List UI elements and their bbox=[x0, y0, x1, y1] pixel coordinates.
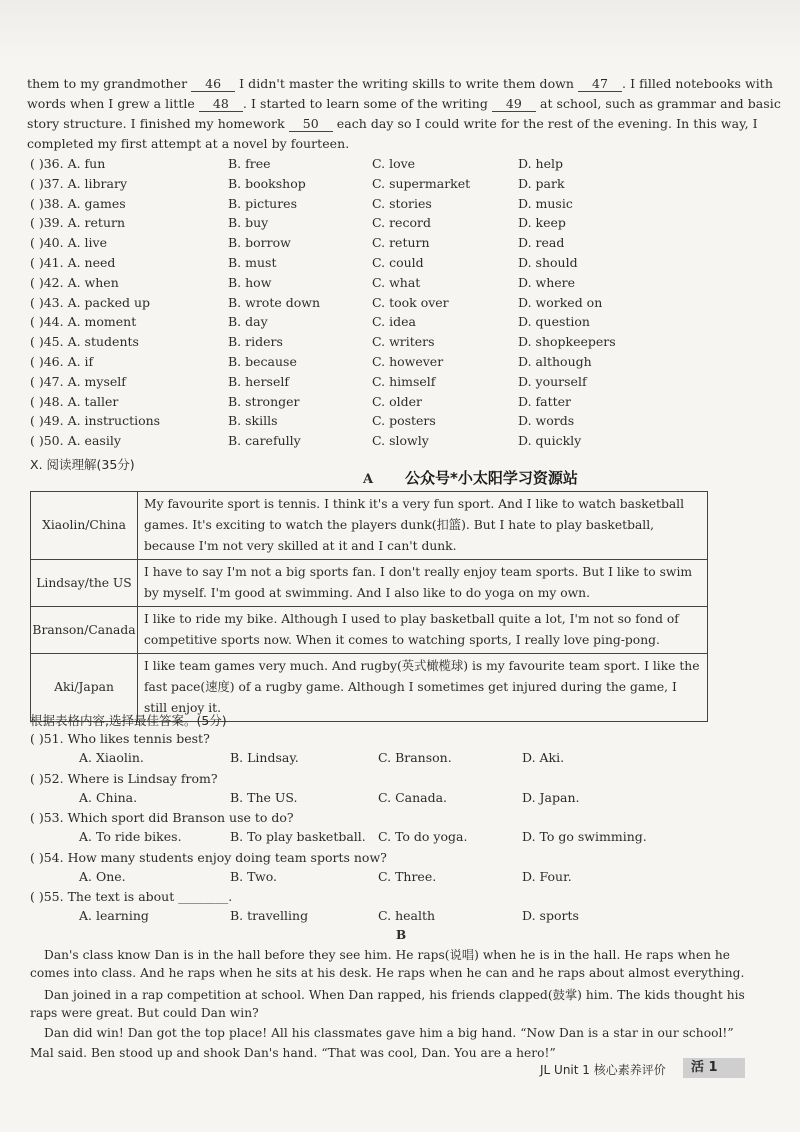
blank-47: 47 bbox=[578, 76, 622, 92]
option-d: D. should bbox=[518, 255, 578, 270]
section-b-label: B bbox=[396, 928, 407, 942]
option-c: C. Branson. bbox=[378, 750, 452, 765]
option-c: C. record bbox=[372, 215, 431, 231]
question-stem: ( )39. A. return bbox=[30, 215, 126, 231]
option-c: C. however bbox=[372, 354, 444, 369]
option-b: B. must bbox=[228, 255, 277, 270]
option-c: C. idea bbox=[372, 314, 416, 330]
option-d: D. sports bbox=[522, 908, 579, 923]
b-line-6: Mal said. Ben stood up and shook Dan's hand. “That was cool, Dan. You are a hero!” bbox=[30, 1046, 556, 1060]
question-stem: ( )48. A. taller bbox=[30, 393, 119, 409]
option-b: B. Two. bbox=[230, 868, 278, 884]
option-c: C. himself bbox=[372, 373, 436, 389]
question-stem: ( )52. Where is Lindsay from? bbox=[30, 770, 218, 786]
question-stem: ( )53. Which sport did Branson use to do? bbox=[30, 810, 294, 825]
question-stem: ( )40. A. live bbox=[30, 235, 108, 251]
blank-48: 48 bbox=[199, 96, 243, 112]
blank-49: 49 bbox=[492, 96, 536, 112]
option-b: B. bookshop bbox=[228, 175, 306, 191]
cloze-line-3: story structure. I finished my homework 50 each day so I could write for the rest of the evening. In this way, I bbox=[27, 116, 758, 131]
question-stem: ( )43. A. packed up bbox=[30, 294, 151, 310]
sports-table bbox=[30, 491, 708, 722]
option-c: C. supermarket bbox=[372, 175, 471, 191]
option-d: D. music bbox=[518, 195, 573, 211]
option-d: D. question bbox=[518, 314, 590, 330]
option-d: D. quickly bbox=[518, 433, 582, 449]
option-c: C. Three. bbox=[378, 868, 437, 884]
question-stem: ( )42. A. when bbox=[30, 274, 119, 290]
row-name: Aki/Japan bbox=[31, 654, 138, 722]
option-d: D. yourself bbox=[518, 373, 587, 389]
option-b: B. travelling bbox=[230, 908, 309, 923]
question-stem: ( )46. A. if bbox=[30, 354, 94, 369]
option-a: A. One. bbox=[79, 868, 126, 884]
scan-shadow bbox=[0, 0, 800, 60]
option-b: B. free bbox=[228, 156, 271, 171]
option-a: A. China. bbox=[79, 789, 138, 805]
b-line-1: Dan's class know Dan is in the hall before they see him. He raps(说唱) when he is in the hall. He raps when he bbox=[44, 948, 731, 962]
option-a: A. To ride bikes. bbox=[79, 829, 182, 844]
row-text: I like to ride my bike. Although I used to play basketball quite a lot, I'm not so fond of competitive sports now. When it comes to watching sports, I really love ping-pong. bbox=[138, 607, 708, 654]
option-b: B. wrote down bbox=[228, 294, 321, 310]
blank-50: 50 bbox=[289, 116, 333, 132]
option-b: B. riders bbox=[228, 334, 283, 350]
option-c: C. posters bbox=[372, 413, 436, 429]
option-b: B. herself bbox=[228, 373, 289, 389]
a-instruction: 根据表格内容,选择最佳答案。(5分) bbox=[30, 713, 227, 728]
option-c: C. older bbox=[372, 393, 422, 409]
blank-46: 46 bbox=[191, 76, 235, 92]
reading-heading: X. 阅读理解(35分) bbox=[30, 457, 135, 472]
option-c: C. return bbox=[372, 235, 430, 251]
question-stem: ( )51. Who likes tennis best? bbox=[30, 731, 210, 746]
option-b: B. The US. bbox=[230, 789, 298, 805]
option-d: D. read bbox=[518, 235, 565, 251]
option-b: B. To play basketball. bbox=[230, 829, 366, 844]
section-a-label: A bbox=[363, 472, 374, 487]
option-b: B. carefully bbox=[228, 433, 301, 449]
option-d: D. fatter bbox=[518, 393, 572, 409]
question-stem: ( )41. A. need bbox=[30, 255, 116, 270]
option-c: C. slowly bbox=[372, 433, 429, 449]
row-text: I have to say I'm not a big sports fan. I don't really enjoy team sports. But I like to swim by myself. I'm good at swimming. And I also like to do yoga on my own. bbox=[138, 560, 708, 607]
option-b: B. because bbox=[228, 354, 297, 369]
option-b: B. how bbox=[228, 274, 272, 290]
row-name: Xiaolin/China bbox=[31, 492, 138, 560]
option-c: C. Canada. bbox=[378, 789, 448, 805]
option-c: C. took over bbox=[372, 294, 449, 310]
question-stem: ( )37. A. library bbox=[30, 175, 128, 191]
option-b: B. borrow bbox=[228, 235, 291, 251]
watermark: 公众号*小太阳学习资源站 bbox=[405, 469, 578, 487]
b-line-3: Dan joined in a rap competition at school. When Dan rapped, his friends clapped(鼓掌) him. The kids thought his bbox=[44, 988, 745, 1002]
option-c: C. To do yoga. bbox=[378, 829, 468, 844]
option-c: C. writers bbox=[372, 334, 435, 350]
option-c: C. love bbox=[372, 156, 416, 171]
option-d: D. To go swimming. bbox=[522, 829, 647, 844]
row-text: My favourite sport is tennis. I think it's a very fun sport. And I like to watch basketball games. It's exciting to watch the players dunk(扣篮). But I hate to play basketball, because I'm not very skilled at it and I can't dunk. bbox=[138, 492, 708, 560]
option-d: D. park bbox=[518, 175, 565, 191]
option-c: C. could bbox=[372, 255, 424, 270]
question-stem: ( )44. A. moment bbox=[30, 314, 137, 330]
option-b: B. Lindsay. bbox=[230, 750, 299, 765]
option-d: D. Aki. bbox=[522, 750, 565, 765]
row-name: Branson/Canada bbox=[31, 607, 138, 654]
option-c: C. stories bbox=[372, 195, 432, 211]
option-b: B. pictures bbox=[228, 195, 297, 211]
b-line-5: Dan did win! Dan got the top place! All his classmates gave him a big hand. “Now Dan is a star in our school!” bbox=[44, 1026, 734, 1040]
option-d: D. words bbox=[518, 413, 575, 429]
option-d: D. Japan. bbox=[522, 789, 580, 805]
option-b: B. stronger bbox=[228, 393, 300, 409]
table-row bbox=[31, 492, 708, 560]
option-d: D. worked on bbox=[518, 294, 603, 310]
option-d: D. help bbox=[518, 156, 563, 171]
option-b: B. skills bbox=[228, 413, 278, 429]
table-row bbox=[31, 607, 708, 654]
option-d: D. where bbox=[518, 274, 576, 290]
question-stem: ( )47. A. myself bbox=[30, 373, 126, 389]
option-d: D. keep bbox=[518, 215, 566, 231]
option-a: A. Xiaolin. bbox=[79, 750, 144, 765]
row-name: Lindsay/the US bbox=[31, 560, 138, 607]
option-b: B. buy bbox=[228, 215, 269, 231]
question-stem: ( )49. A. instructions bbox=[30, 413, 161, 429]
cloze-line-4: completed my first attempt at a novel by fourteen. bbox=[27, 136, 350, 151]
question-stem: ( )54. How many students enjoy doing team sports now? bbox=[30, 849, 387, 865]
question-stem: ( )36. A. fun bbox=[30, 156, 106, 171]
footer-unit: JL Unit 1 核心素养评价 bbox=[540, 1063, 666, 1077]
option-b: B. day bbox=[228, 314, 268, 330]
table-row bbox=[31, 560, 708, 607]
option-d: D. Four. bbox=[522, 868, 572, 884]
row-text: I like team games very much. And rugby(英式橄榄球) is my favourite team sport. I like the fast pace(速度) of a rugby game. Although I sometimes get injured during the game, I still enjoy it. bbox=[138, 654, 708, 722]
question-stem: ( )45. A. students bbox=[30, 334, 139, 350]
cloze-line-2: words when I grew a little 48 . I started to learn some of the writing 49 at school, such as grammar and basic bbox=[27, 96, 781, 111]
option-d: D. although bbox=[518, 354, 592, 369]
footer-tab: 活 1 bbox=[683, 1058, 745, 1078]
b-line-4: raps were great. But could Dan win? bbox=[30, 1006, 259, 1020]
b-line-2: comes into class. And he raps when he sits at his desk. He raps when he can and he raps about almost everything. bbox=[30, 966, 745, 980]
question-stem: ( )50. A. easily bbox=[30, 433, 121, 449]
option-c: C. what bbox=[372, 274, 421, 290]
question-stem: ( )55. The text is about ________. bbox=[30, 889, 233, 904]
option-a: A. learning bbox=[79, 908, 149, 923]
option-d: D. shopkeepers bbox=[518, 334, 616, 350]
question-stem: ( )38. A. games bbox=[30, 195, 126, 211]
option-c: C. health bbox=[378, 908, 436, 923]
cloze-line-1: them to my grandmother 46 I didn't master the writing skills to write them down 47 . I filled notebooks with bbox=[27, 76, 773, 91]
